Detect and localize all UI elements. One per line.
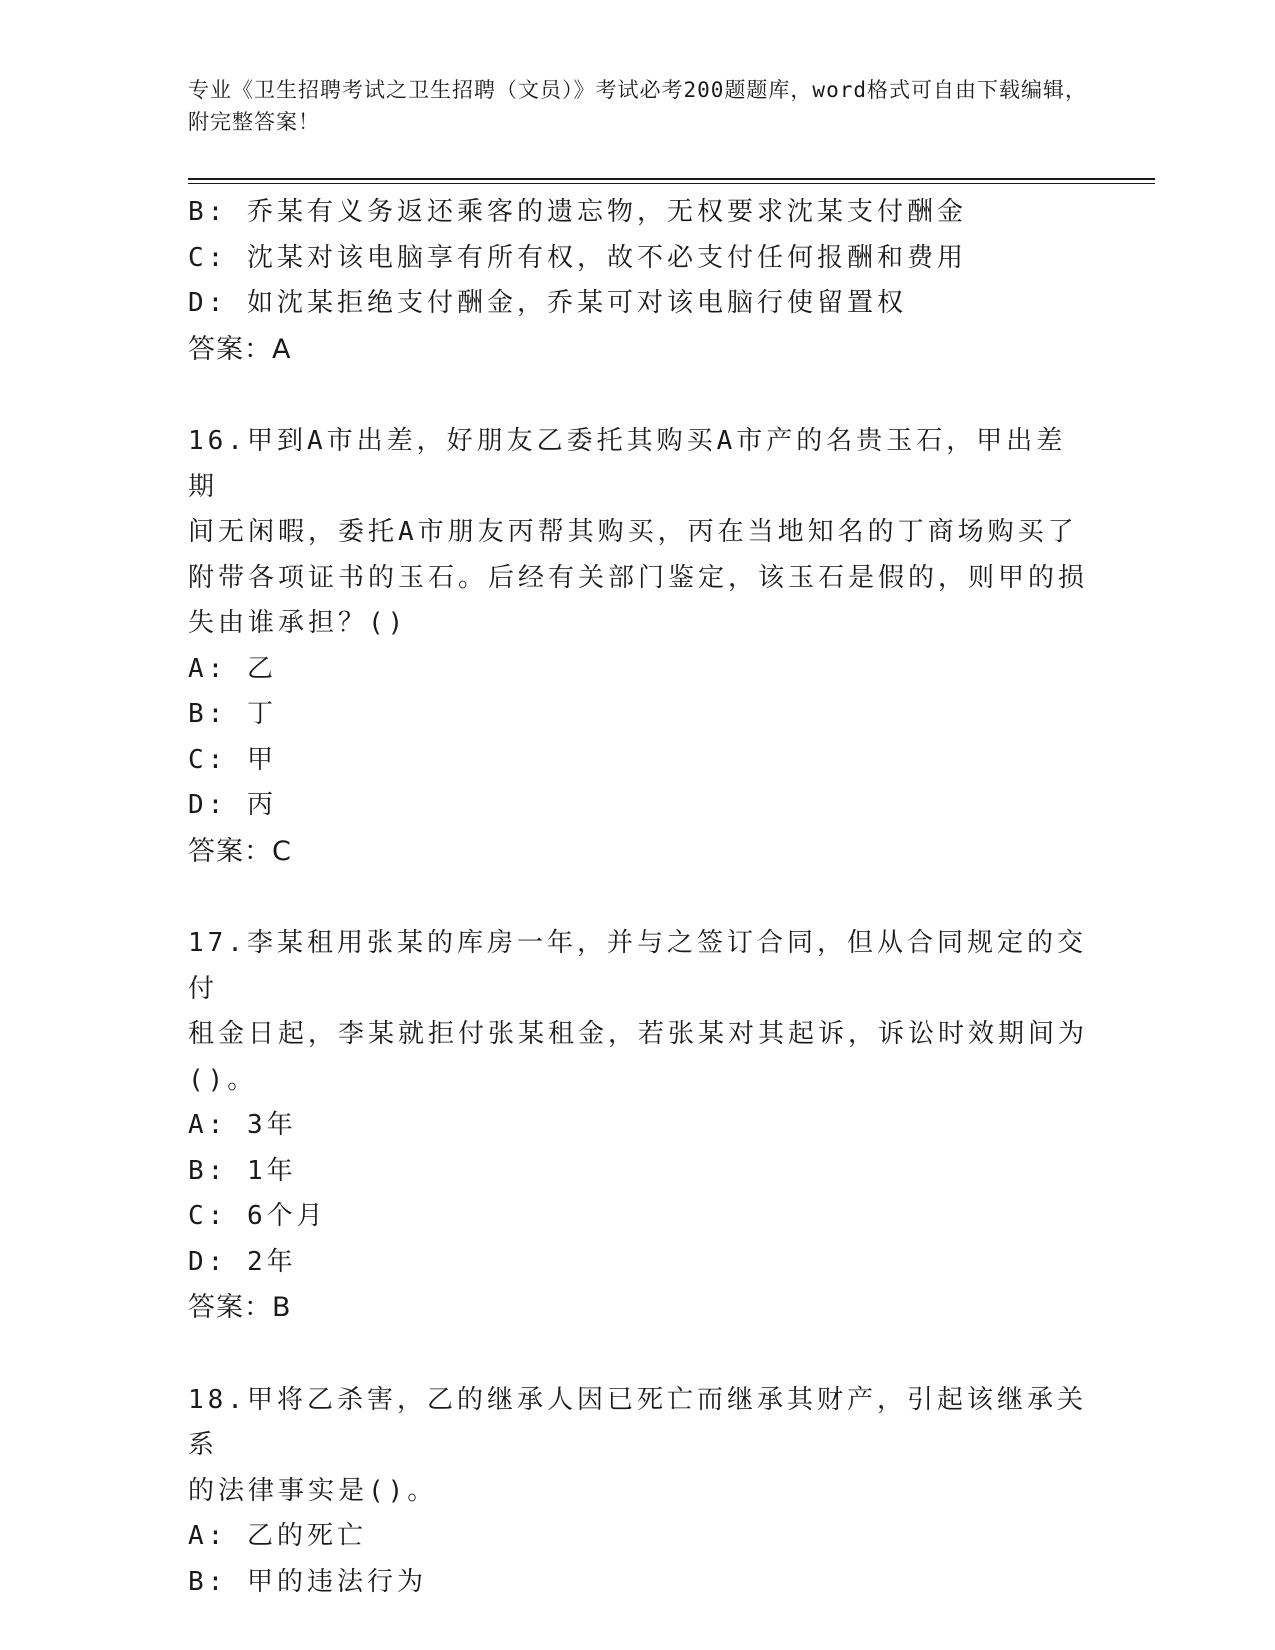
header-divider-thick — [188, 178, 1155, 180]
question-stem-line: 间无闲暇，委托A市朋友丙帮其购买，丙在当地知名的丁商场购买了 — [188, 517, 1078, 547]
option-a: A: 乙的死亡 — [188, 1521, 367, 1551]
option-d: D: 如沈某拒绝支付酬金，乔某可对该电脑行使留置权 — [188, 288, 907, 318]
option-c: C: 甲 — [188, 744, 277, 775]
question-stem-line: 附带各项证书的玉石。后经有关部门鉴定，该玉石是假的，则甲的损 — [188, 562, 1089, 593]
option-b: B: 丁 — [188, 699, 277, 729]
question-15-continuation — [188, 190, 1088, 372]
question-18 — [188, 1378, 1088, 1606]
answer-line: 答案：B — [188, 1292, 292, 1323]
question-17 — [188, 921, 1088, 1331]
option-a: A: 3年 — [188, 1110, 297, 1140]
option-b: B: 甲的违法行为 — [188, 1566, 427, 1597]
question-content — [188, 190, 1088, 1605]
option-b: B: 乔某有义务返还乘客的遗忘物，无权要求沈某支付酬金 — [188, 197, 967, 227]
option-d: D: 2年 — [188, 1246, 297, 1277]
question-stem-line: 16.甲到A市出差，好朋友乙委托其购买A市产的名贵玉石，甲出差期 — [188, 426, 1067, 502]
question-stem-line: 的法律事实是()。 — [188, 1475, 438, 1506]
header-divider-thin — [188, 183, 1155, 184]
option-b: B: 1年 — [188, 1155, 297, 1186]
document-header: 专业《卫生招聘考试之卫生招聘（文员）》考试必考200题题库，word格式可自由下载编辑，附完整答案！ — [188, 78, 1087, 134]
option-c: C: 6个月 — [188, 1201, 327, 1231]
option-c: C: 沈某对该电脑享有所有权，故不必支付任何报酬和费用 — [188, 242, 967, 273]
question-stem-line: 失由谁承担？() — [188, 608, 408, 638]
answer-line: 答案：C — [188, 835, 292, 867]
option-d: D: 丙 — [188, 790, 277, 820]
question-stem-line: 租金日起，李某就拒付张某租金，若张某对其起诉，诉讼时效期间为 — [188, 1019, 1089, 1049]
question-stem-line: 18.甲将乙杀害，乙的继承人因已死亡而继承其财产，引起该继承关系 — [188, 1384, 1087, 1460]
question-stem-line: 17.李某租用张某的库房一年，并与之签订合同，但从合同规定的交付 — [188, 928, 1087, 1004]
question-16 — [188, 419, 1088, 874]
question-stem-line: ()。 — [188, 1064, 258, 1095]
answer-line: 答案：A — [188, 333, 292, 365]
option-a: A: 乙 — [188, 653, 277, 684]
